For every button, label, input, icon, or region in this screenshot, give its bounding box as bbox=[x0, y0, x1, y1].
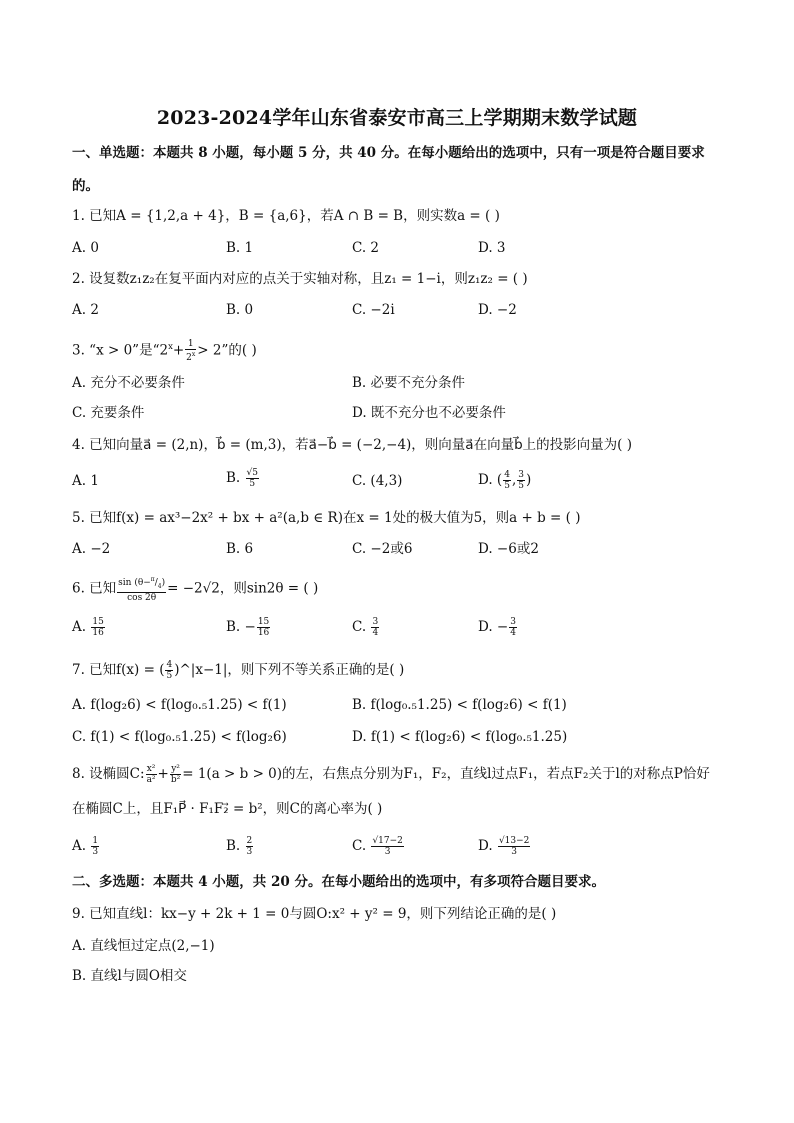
question-2-stem: 2. 设复数z₁z₂在复平面内对应的点关于实轴对称，且z₁ = 1−i，则z₁z₂ = ( ) bbox=[72, 271, 528, 287]
q2-option-d: D. −2 bbox=[478, 302, 517, 318]
q5-option-d: D. −6或2 bbox=[478, 541, 539, 557]
question-4-stem: 4. 已知向量a⃗ = (2,n)，b⃗ = (m,3)，若a⃗−b⃗ = (−2,−4)，则向量a⃗在向量b⃗上的投影向量为( ) bbox=[72, 437, 632, 453]
q8-option-a: A. $\frac{1}{3}$ bbox=[72, 836, 99, 857]
q7-option-c: C. f(1) < f(log₀.₅1.25) < f(log₂6) bbox=[72, 729, 287, 745]
q7-option-a: A. f(log₂6) < f(log₀.₅1.25) < f(1) bbox=[72, 697, 287, 713]
q7-option-b: B. f(log₀.₅1.25) < f(log₂6) < f(1) bbox=[352, 697, 567, 713]
q2-option-a: A. 2 bbox=[72, 302, 99, 318]
q5-option-a: A. −2 bbox=[72, 541, 111, 557]
q2-option-c: C. −2i bbox=[352, 302, 395, 318]
q6-option-c: C. $\frac{3}{4}$ bbox=[352, 617, 379, 638]
q8-option-d: D. $\frac{√13-2}{3}$ bbox=[478, 836, 530, 857]
q3-option-c: C. 充要条件 bbox=[72, 405, 145, 421]
q3-option-a: A. 充分不必要条件 bbox=[72, 375, 185, 391]
q8-option-b: B. $\frac{2}{3}$ bbox=[226, 836, 253, 857]
q3-stem-post: > 2”的( ) bbox=[197, 342, 257, 359]
page-title: 2023-2024学年山东省泰安市高三上学期期末数学试题 bbox=[156, 107, 638, 129]
question-3-stem: 3. “x > 0”是“$2^x+$ $\frac{1}{2^x}$ > 2”的( ) bbox=[72, 339, 257, 363]
question-5-stem: 5. 已知f(x) = ax³−2x² + bx + a²(a,b ∈ R)在x = 1处的极大值为5，则a + b = ( ) bbox=[72, 510, 581, 526]
q7-option-d: D. f(1) < f(log₂6) < f(log₀.₅1.25) bbox=[352, 729, 568, 745]
q4-option-b: B. $\frac{√5}{5}$ bbox=[226, 468, 258, 489]
question-8-stem-line1: 8. 设椭圆C: $\frac{\text{x²}}{\text{a²}}$ + $\frac{\text{y²}}{\text{b²}}$ = 1(a > b > 0)的左，右焦点分别为F₁，F₂，直线l过点F₁，若点F₂关于l的对称点P恰好 bbox=[72, 764, 710, 785]
q5-option-b: B. 6 bbox=[226, 541, 254, 557]
question-6-stem: 6. 已知 $\frac{\sin (\theta-^\pi/_4)}{\cos 2\theta}$ = −2√2，则sin2θ = ( ) bbox=[72, 576, 319, 603]
q3-option-d: D. 既不充分也不必要条件 bbox=[352, 405, 506, 421]
q4-option-a: A. 1 bbox=[72, 473, 99, 489]
q4-option-c: C. (4,3) bbox=[352, 473, 403, 489]
question-7-stem: 7. 已知f(x) = ( $\frac{4}{5}$ )^|x−1|，则下列不等关系正确的是( ) bbox=[72, 660, 405, 681]
q4-option-d: D. ( $\frac{4}{5}$ , $\frac{3}{5}$ ) bbox=[478, 470, 532, 491]
q3-stem-pre: 3. “x > 0”是“2 bbox=[72, 342, 169, 359]
q6-option-a: A. $\frac{15}{16}$ bbox=[72, 617, 104, 638]
q1-option-a: A. 0 bbox=[72, 240, 99, 256]
question-1-stem: 1. 已知A = {1,2,a + 4}，B = {a,6}，若A ∩ B = B，则实数a = ( ) bbox=[72, 208, 500, 224]
section1-heading-cont: 的。 bbox=[72, 178, 99, 194]
q9-option-b: B. 直线l与圆O相交 bbox=[72, 968, 187, 984]
q8-option-c: C. $\frac{√17-2}{3}$ bbox=[352, 836, 403, 857]
question-8-stem-line2: 在椭圆C上，且F₁P⃗ · F₁F₂⃗ = b²，则C的离心率为( ) bbox=[72, 801, 383, 817]
q3-option-b: B. 必要不充分条件 bbox=[352, 375, 466, 391]
q1-option-d: D. 3 bbox=[478, 240, 506, 256]
q2-option-b: B. 0 bbox=[226, 302, 254, 318]
section1-heading: 一、单选题：本题共 8 小题，每小题 5 分，共 40 分。在每小题给出的选项中，只有一项是符合题目要求 bbox=[72, 145, 705, 161]
q1-option-b: B. 1 bbox=[226, 240, 254, 256]
question-9-stem: 9. 已知直线l：kx−y + 2k + 1 = 0与圆O:x² + y² = 9，则下列结论正确的是( ) bbox=[72, 906, 557, 922]
q5-option-c: C. −2或6 bbox=[352, 541, 413, 557]
q9-option-a: A. 直线恒过定点(2,−1) bbox=[72, 938, 215, 954]
q1-option-c: C. 2 bbox=[352, 240, 380, 256]
q6-option-d: D. − $\frac{3}{4}$ bbox=[478, 617, 516, 638]
section2-heading: 二、多选题：本题共 4 小题，共 20 分。在每小题给出的选项中，有多项符合题目要求。 bbox=[72, 874, 605, 890]
q6-option-b: B. − $\frac{15}{16}$ bbox=[226, 617, 270, 638]
